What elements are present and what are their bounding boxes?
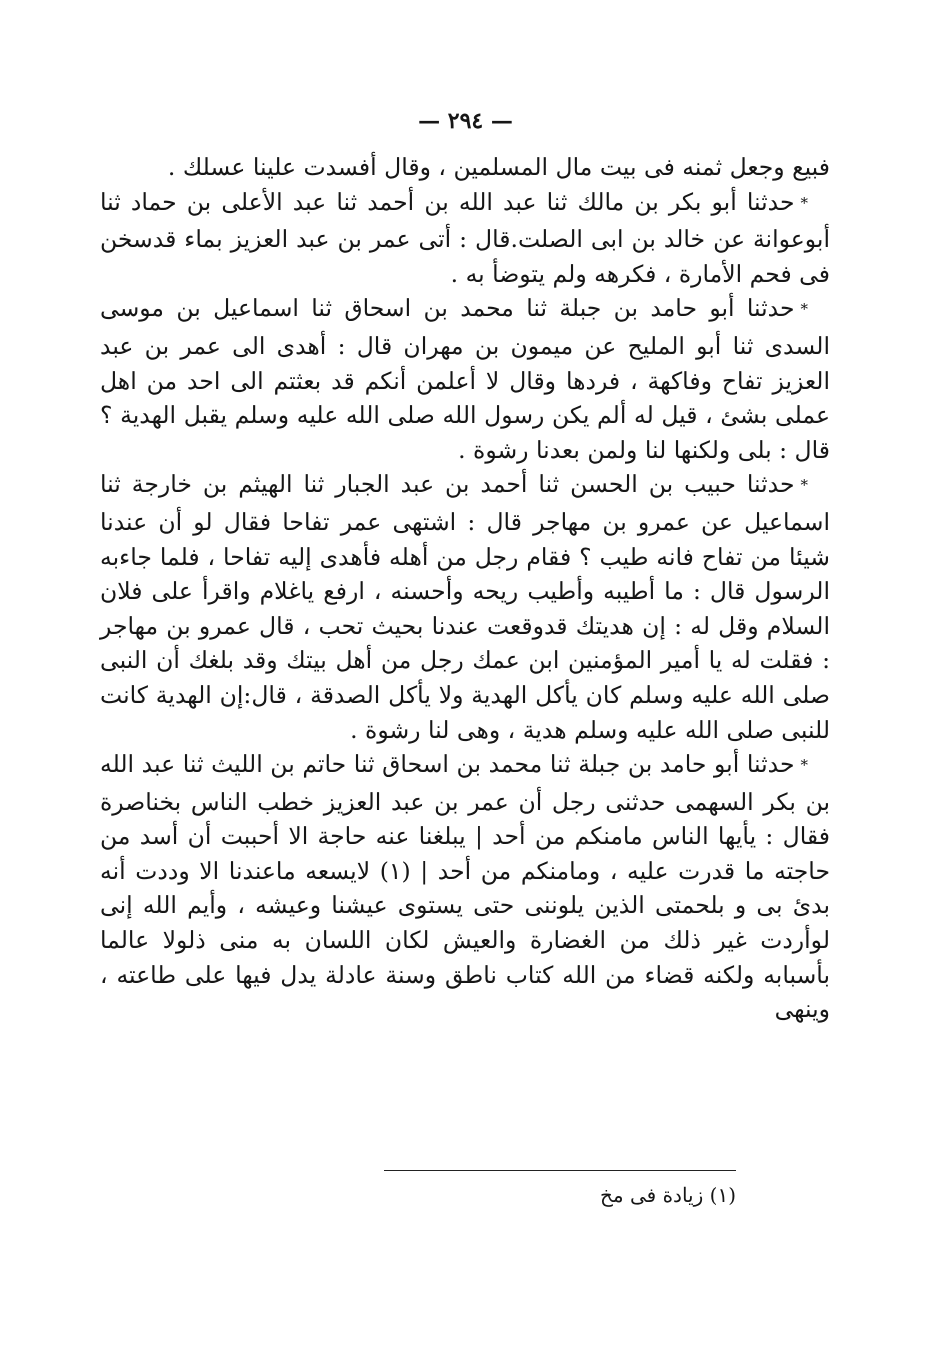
paragraph-hadith-1 [100, 185, 830, 292]
paragraph-text: حدثنا أبو حامد بن جبلة ثنا محمد بن اسحاق ثنا حاتم بن الليث ثنا عبد الله بن بكر السهمى حدثنى رجل أن عمر بن عبد العزيز خطب الناس بخناصرة فقال : يأيها الناس مامنكم من أحد | يبلغنا عنه حاجة الا أحببت أن أسد من حاجته ما قدرت عليه ، ومامنكم من أحد | (١) لايسعه ماعندنا الا وددت أنه بدئ بى و بلحمتى الذين يلوننى حتى يستوى عيشنا وعيشه ، وأيم الله إنى لوأردت غير ذلك من الغضارة والعيش لكان اللسان به منى ذلولا عالما بأسبابه ولكنه قضاء من الله كتاب ناطق وسنة عادلة يدل فيها على طاعته ، وينهى [100, 750, 830, 1024]
body-text [100, 150, 830, 1027]
paragraph-text: حدثنا أبو بكر بن مالك ثنا عبد الله بن أحمد ثنا عبد الأعلى بن حماد ثنا أبوعوانة عن خالد بن ابى الصلت.قال : أتى عمر بن عبد العزيز بماء قدسخن فى فحم الأمارة ، فكرهه ولم يتوضأ به . [100, 187, 830, 288]
star-marker: * [800, 193, 808, 212]
star-marker: * [800, 756, 808, 775]
paragraph-text: حدثنا أبو حامد بن جبلة ثنا محمد بن اسحاق ثنا اسماعيل بن موسى السدى ثنا أبو المليح عن ميمون بن مهران قال : أهدى الى عمر بن عبد العزيز تفاح وفاكهة ، فردها وقال لا أعلمن أنكم قد بعثتم الى احد من اهل عملى بشئ ، قيل له ألم يكن رسول الله صلى الله عليه وسلم يقبل الهدية ؟ قال : بلى ولكنها لنا ولمن بعدنا رشوة . [100, 294, 830, 464]
star-marker: * [800, 476, 808, 495]
star-marker: * [800, 300, 808, 319]
paragraph-hadith-4 [100, 747, 830, 1027]
paragraph-hadith-3 [100, 467, 830, 747]
footnote-divider [384, 1170, 736, 1171]
paragraph-text: فبيع وجعل ثمنه فى بيت مال المسلمين ، وقال أفسدت علينا عسلك . [167, 153, 830, 181]
paragraph-continuation [100, 150, 830, 185]
footnote: (١) زيادة فى مخ [600, 1183, 736, 1207]
paragraph-hadith-2 [100, 291, 830, 467]
paragraph-text: حدثنا حبيب بن الحسن ثنا أحمد بن عبد الجبار ثنا الهيثم بن خارجة ثنا اسماعيل عن عمرو بن مهاجر قال : اشتهى عمر تفاحا فقال لو أن عندنا شيئا من تفاح فانه طيب ؟ فقام رجل من أهله فأهدى إليه تفاحا ، فلما جاءبه الرسول قال : ما أطيبه وأطيب ريحه وأحسنه ، ارفع ياغلام واقرأ على فلان السلام وقل له : إن هديتك قدوقعت عندنا بحيث تحب ، قال عمرو بن مهاجر : فقلت له يا أمير المؤمنين ابن عمك رجل من أهل بيتك وقد بلغك أن النبى صلى الله عليه وسلم كان يأكل الهدية ولا يأكل الصدقة ، قال:إن الهدية كانت للنبى صلى الله عليه وسلم هدية ، وهى لنا رشوة . [100, 470, 830, 744]
page-number: — ٢٩٤ — [418, 108, 513, 134]
